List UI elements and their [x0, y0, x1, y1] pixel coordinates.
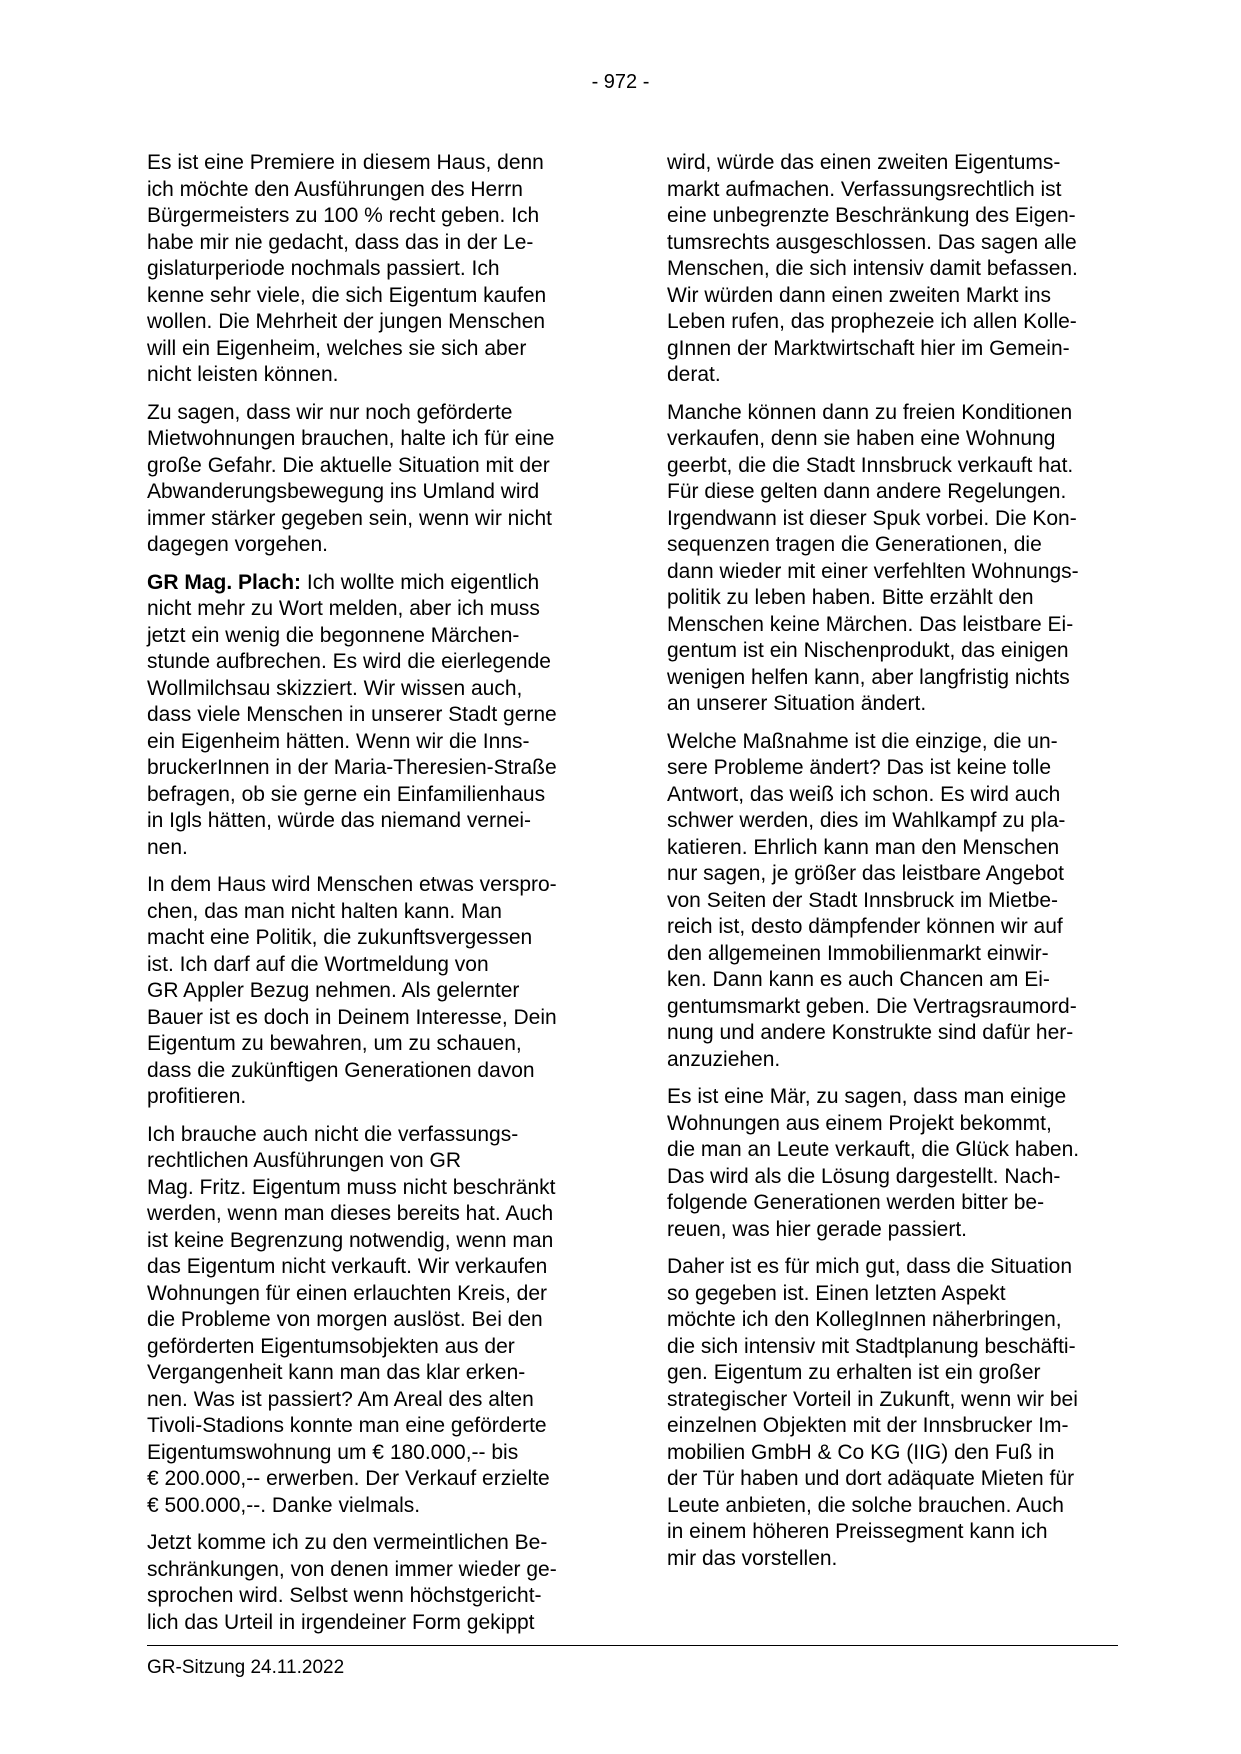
- left-column: [147, 150, 602, 1647]
- paragraph: [147, 400, 602, 559]
- paragraph-text: wird, würde das einen zweiten Eigentums- markt aufmachen. Verfassungsrechtlich ist eine unbegrenzte Beschränkung des Eigen- tumsrechts ausgeschlossen. Das sagen alle Menschen, die sich intensiv damit befassen. Wir würden dann einen zweiten Markt ins Leben rufen, das prophezeie ich allen Kolle- gInnen der Marktwirtschaft hier im Gemein- derat.: [667, 151, 1078, 386]
- paragraph: [667, 150, 1122, 389]
- paragraph: [667, 729, 1122, 1074]
- paragraph-text: In dem Haus wird Menschen etwas verspro- chen, das man nicht halten kann. Man macht eine Politik, die zukunftsvergessen ist. Ich darf auf die Wortmeldung von GR Appler Bezug nehmen. Als gelernter Bauer ist es doch in Deinem Interesse, Dein Eigentum zu bewahren, um zu schauen, dass die zukünftigen Generationen davon profitieren.: [147, 873, 557, 1108]
- paragraph-text: Zu sagen, dass wir nur noch geförderte Mietwohnungen brauchen, halte ich für eine große Gefahr. Die aktuelle Situation mit der Abwanderungsbewegung ins Umland wird immer stärker gegeben sein, wenn wir nicht dagegen vorgehen.: [147, 400, 555, 556]
- page-number: - 972 -: [591, 71, 650, 93]
- paragraph: [147, 1122, 602, 1520]
- paragraph: [147, 150, 602, 389]
- paragraph-text: Jetzt komme ich zu den vermeintlichen Be- schränkungen, von denen immer wieder ge- sprochen wird. Selbst wenn höchstgericht- lich das Urteil in irgendeiner Form gekippt: [147, 1531, 557, 1634]
- paragraph-text: Ich wollte mich eigentlich nicht mehr zu Wort melden, aber ich muss jetzt ein wenig die begonnene Märchen- stunde aufbrechen. Es wird die eierlegende Wollmilchsau skizziert. Wir wissen auch, dass viele Menschen in unserer Stadt gerne ein Eigenheim hätten. Wenn wir die Inns- bruckerInnen in der Maria-Theresien-Straße befragen, ob sie gerne ein Einfamilienhaus in Igls hätten, würde das niemand vernei- nen.: [147, 570, 557, 859]
- paragraph-text: Welche Maßnahme ist die einzige, die un- sere Probleme ändert? Das ist keine tolle Antwort, das weiß ich schon. Es wird auch schwer werden, dies im Wahlkampf zu pla- katieren. Ehrlich kann man den Menschen nur sagen, je größer das leistbare Angebot von Seiten der Stadt Innsbruck im Mietbe- reich ist, desto dämpfender können wir auf den allgemeinen Immobilienmarkt einwir- ken. Dann kann es auch Chancen am Ei- gentumsmarkt geben. Die Vertragsraumord- nung und andere Konstrukte sind dafür her- anzuziehen.: [667, 729, 1077, 1071]
- paragraph: [667, 1084, 1122, 1243]
- footer-rule: [147, 1645, 1118, 1646]
- paragraph-text: Es ist eine Mär, zu sagen, dass man einige Wohnungen aus einem Projekt bekommt, die man an Leute verkauft, die Glück haben. Das wird als die Lösung dargestellt. Nach- folgende Generationen werden bitter be- reuen, was hier gerade passiert.: [667, 1085, 1080, 1241]
- paragraph: [667, 1254, 1122, 1572]
- paragraph-text: Manche können dann zu freien Konditionen verkaufen, denn sie haben eine Wohnung geerbt, die die Stadt Innsbruck verkauft hat. Für diese gelten dann andere Regelungen. Irgendwann ist dieser Spuk vorbei. Die Kon- sequenzen tragen die Generationen, die dann wieder mit einer verfehlten Wohnungs- politik zu leben haben. Bitte erzählt den Menschen keine Märchen. Das leistbare Ei- gentum ist ein Nischenprodukt, das einigen wenigen helfen kann, aber langfristig nichts an unserer Situation ändert.: [667, 400, 1079, 715]
- right-column: [667, 150, 1122, 1583]
- paragraph: [147, 1530, 602, 1636]
- paragraph: [147, 570, 602, 862]
- paragraph: [147, 872, 602, 1111]
- footer-text: GR-Sitzung 24.11.2022: [147, 1657, 345, 1678]
- paragraph: [667, 400, 1122, 718]
- speaker-name: GR Mag. Plach:: [147, 570, 302, 594]
- paragraph-text: Daher ist es für mich gut, dass die Situation so gegeben ist. Einen letzten Aspekt möchte ich den KollegInnen näherbringen, die sich intensiv mit Stadtplanung beschäfti- gen. Eigentum zu erhalten ist ein großer strategischer Vorteil in Zukunft, wenn wir bei einzelnen Objekten mit der Innsbrucker Im- mobilien GmbH & Co KG (IIG) den Fuß in der Tür haben und dort adäquate Mieten für Leute anbieten, die solche brauchen. Auch in einem höheren Preissegment kann ich mir das vorstellen.: [667, 1255, 1078, 1570]
- paragraph-text: Es ist eine Premiere in diesem Haus, denn ich möchte den Ausführungen des Herrn Bürgermeisters zu 100 % recht geben. Ich habe mir nie gedacht, dass das in der Le- gislaturperiode nochmals passiert. Ich kenne sehr viele, die sich Eigentum kaufen wollen. Die Mehrheit der jungen Menschen will ein Eigenheim, welches sie sich aber nicht leisten können.: [147, 151, 547, 386]
- paragraph-text: Ich brauche auch nicht die verfassungs- rechtlichen Ausführungen von GR Mag. Fritz. Eigentum muss nicht beschränkt werden, wenn man dieses bereits hat. Auch ist keine Begrenzung notwendig, wenn man das Eigentum nicht verkauft. Wir verkaufen Wohnungen für einen erlauchten Kreis, der die Probleme von morgen auslöst. Bei den geförderten Eigentumsobjekten aus der Vergangenheit kann man das klar erken- nen. Was ist passiert? Am Areal des alten Tivoli-Stadions konnte man eine geförderte Eigentumswohnung um € 180.000,-- bis € 200.000,-- erwerben. Der Verkauf erzielte € 500.000,--. Danke vielmals.: [147, 1122, 556, 1517]
